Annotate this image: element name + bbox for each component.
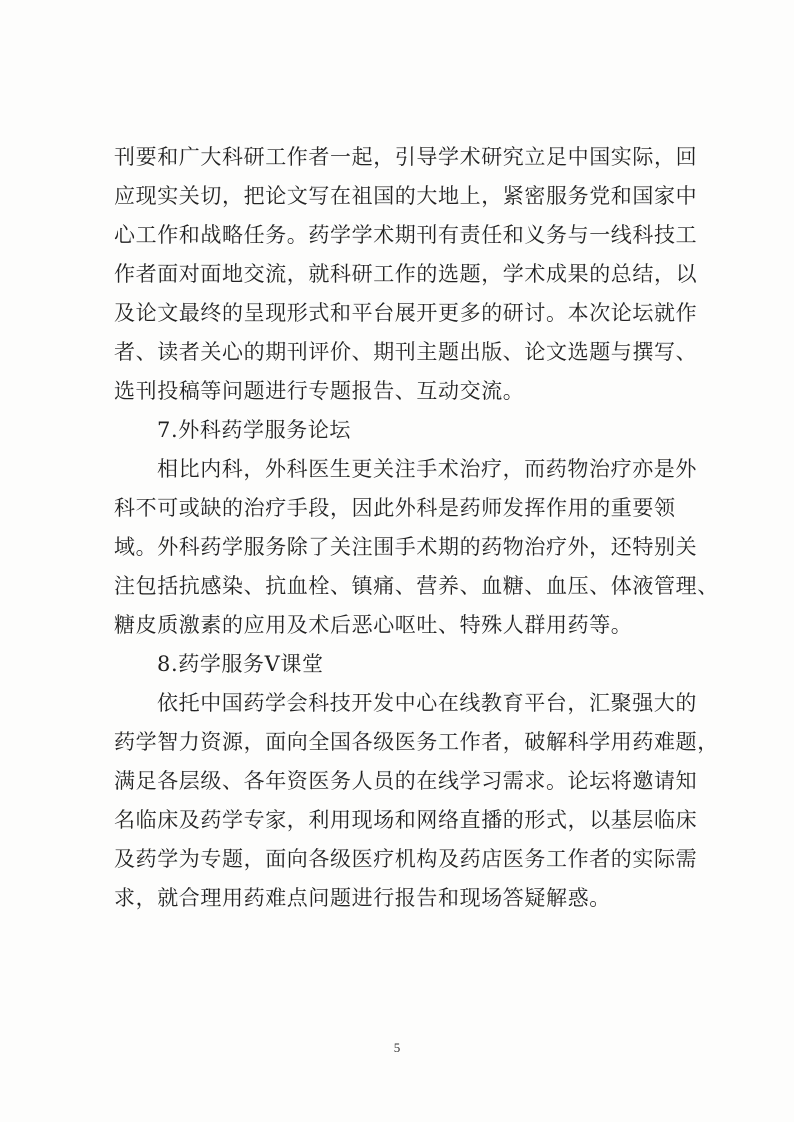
section-heading-v-classroom: 8.药学服务V课堂 [157, 652, 324, 676]
text-line: 名临床及药学专家，利用现场和网络直播的形式，以基层临床 [114, 808, 698, 832]
page-number: 5 [393, 1040, 401, 1055]
paragraph-surgical-pharmacy [114, 450, 719, 645]
text-line: 注包括抗感染、抗血栓、镇痛、营养、血糖、血压、体液管理、 [114, 574, 719, 598]
document-body [114, 138, 719, 918]
paragraph-journal-forum [114, 138, 698, 411]
text-line: 域。外科药学服务除了关注围手术期的药物治疗外，还特别关 [114, 535, 698, 559]
text-line: 糖皮质激素的应用及术后恶心呕吐、特殊人群用药等。 [114, 613, 633, 637]
text-line: 选刊投稿等问题进行专题报告、互动交流。 [114, 379, 525, 403]
text-line: 作者面对面地交流，就科研工作的选题，学术成果的总结，以 [114, 262, 698, 286]
text-line: 药学智力资源，面向全国各级医务工作者，破解科学用药难题， [114, 730, 719, 754]
section-heading-surgical-pharmacy: 7.外科药学服务论坛 [157, 418, 352, 442]
text-line: 求，就合理用药难点问题进行报告和现场答疑解惑。 [114, 886, 611, 910]
text-line: 满足各层级、各年资医务人员的在线学习需求。论坛将邀请知 [114, 769, 698, 793]
text-line: 者、读者关心的期刊评价、期刊主题出版、论文选题与撰写、 [114, 340, 698, 364]
text-line: 依托中国药学会科技开发中心在线教育平台，汇聚强大的 [157, 691, 697, 715]
text-line: 科不可或缺的治疗手段，因此外科是药师发挥作用的重要领 [114, 496, 676, 520]
text-line: 相比内科，外科医生更关注手术治疗，而药物治疗亦是外 [157, 457, 697, 481]
text-line: 心工作和战略任务。药学学术期刊有责任和义务与一线科技工 [114, 223, 698, 247]
text-line: 及论文最终的呈现形式和平台展开更多的研讨。本次论坛就作 [114, 301, 698, 325]
text-line: 及药学为专题，面向各级医疗机构及药店医务工作者的实际需 [114, 847, 698, 871]
text-line: 应现实关切，把论文写在祖国的大地上，紧密服务党和国家中 [114, 184, 698, 208]
paragraph-v-classroom [114, 684, 719, 918]
text-line: 刊要和广大科研工作者一起，引导学术研究立足中国实际，回 [114, 145, 698, 169]
